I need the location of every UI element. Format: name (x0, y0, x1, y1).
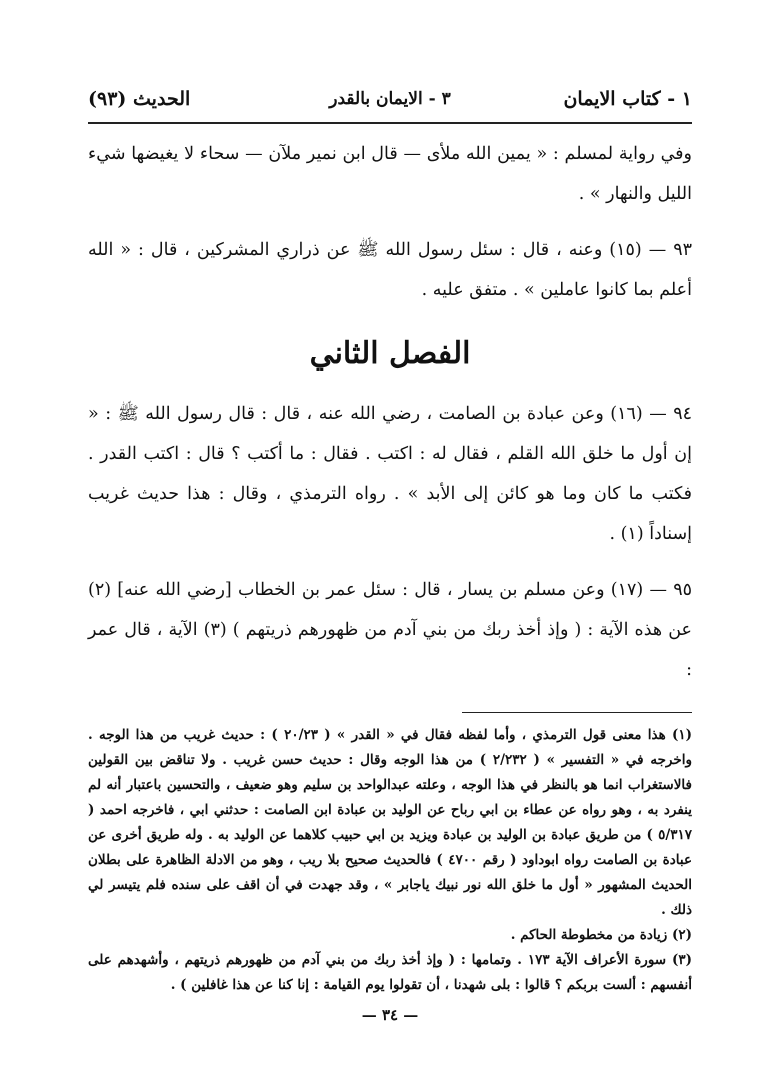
header-hadith-number: الحديث (٩٣) (88, 88, 191, 110)
paragraph-muslim-narration: وفي رواية لمسلم : « يمين الله ملأى — قال ابن نمير ملآن — سحاء لا يغيضها شيء الليل والنهار » . (88, 144, 692, 204)
header-book-title: ١ - كتاب الايمان (563, 88, 692, 110)
footnotes (88, 723, 692, 998)
running-header (88, 78, 692, 120)
paragraph-hadith-95: ٩٥ — (١٧) وعن مسلم بن يسار ، قال : سئل عمر بن الخطاب [رضي الله عنه] (٢) عن هذه الآية : ( وإذ أخذ ربك من بني آدم من ظهورهم ذريتهم ) (٣) الآية ، قال عمر : (88, 580, 692, 680)
section-title: الفصل الثاني (309, 336, 471, 371)
header-rule (88, 122, 692, 124)
page-number: — ٣٤ — (361, 1006, 419, 1024)
footnote-1: (١) هذا معنى قول الترمذي ، وأما لفظه فقال في « القدر » ( ٢٠/٢٣ ) : حديث غريب من هذا الوجه . واخرجه في « التفسير » ( ٢/٢٣٢ ) من هذا الوجه وقال : حديث حسن غريب . ولا تناقض بين القولين فالاستغراب انما هو بالنظر في هذا الوجه ، وعلته عبدالواحد بن سليم وهو ضعيف ، والتحسين باعتبار أنه لم ينفرد به ، وهو رواه عن عطاء بن ابي رباح عن الوليد بن عبادة ابن الصامت : حدثني ابي ، فاخرجه احمد ( ٥/٣١٧ ) من طريق عبادة بن الوليد بن عبادة ويزيد بن ابي حبيب كلاهما عن الوليد به . وله طريق أخرى عن عبادة بن الصامت رواه ابوداود ( رقم ٤٧٠٠ ) فالحديث صحيح بلا ريب ، وهو من الادلة الظاهرة على بطلان الحديث المشهور « أول ما خلق الله نور نبيك ياجابر » ، وقد جهدت في أن اقف على سنده فلم يتيسر لي ذلك . (88, 727, 693, 918)
footnote-2: (٢) زيادة من مخطوطة الحاكم . (510, 927, 692, 943)
paragraph-hadith-93: ٩٣ — (١٥) وعنه ، قال : سئل رسول الله ﷺ عن ذراري المشركين ، قال : « الله أعلم بما كانوا عاملين » . متفق عليه . (88, 240, 693, 300)
header-chapter-title: ٣ - الايمان بالقدر (329, 89, 451, 109)
main-text (88, 134, 692, 690)
footnote-rule (462, 712, 692, 713)
footnote-3: (٣) سورة الأعراف الآية ١٧٣ . وتمامها : ( وإذ أخذ ربك من بني آدم من ظهورهم ذريتهم ، وأشهدهم على أنفسهم : ألست بربكم ؟ قالوا : بلى شهدنا ، أن تقولوا يوم القيامة : إنا كنا عن هذا غافلين ) . (88, 952, 692, 993)
book-page (88, 78, 692, 1068)
paragraph-hadith-94: ٩٤ — (١٦) وعن عبادة بن الصامت ، رضي الله عنه ، قال : قال رسول الله ﷺ : « إن أول ما خلق الله القلم ، فقال له : اكتب . فقال : ما أكتب ؟ قال : اكتب القدر . فكتب ما كان وما هو كائن إلى الأبد » . رواه الترمذي ، وقال : هذا حديث غريب إسناداً (١) . (88, 404, 692, 544)
